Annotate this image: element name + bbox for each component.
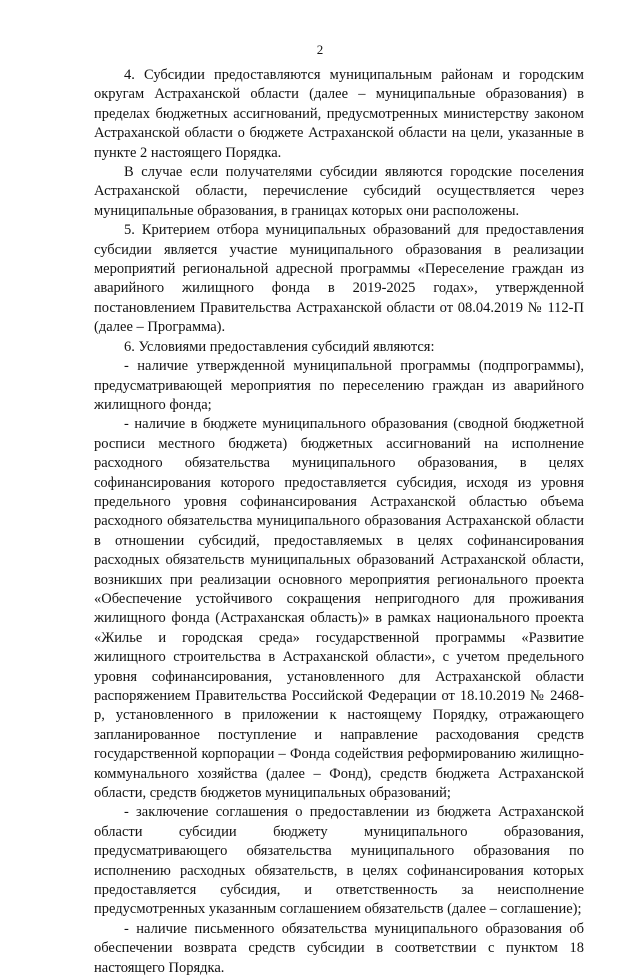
paragraph-item-4: 4. Субсидии предоставляются муниципальным районам и городским округам Астраханской области (далее – муниципальные образования) в пределах бюджетных ассигнований, предусмотренных министерству законом Астраханской области о бюджете Астраханской области на цели, указанные в пункте 2 настоящего Порядка. [94,67,584,161]
list-item-budget-allocations: - наличие в бюджете муниципального образования (сводной бюджетной росписи местного бюджета) бюджетных ассигнований на исполнение расходного обязательства муниципального образования, в целях софинансирования которого предоставляется субсидия, исходя из уровня предельного уровня софинансирования Астраханской областью объема расходного обязательства муниципального образования Астраханской области в отношении субсидий, предоставляемых в целях софинансирования расходных обязательств муниципальных образований Астраханской области, возникших при реализации основного мероприятия регионального проекта «Обеспечение устойчивого сокращения непригодного для проживания жилищного фонда (Астраханская область)» в рамках национального проекта «Жилье и городская среда» государственной программы «Развитие жилищного строительства в Астраханской области», с учетом предельного уровня софинансирования, установленного для Астраханской области распоряжением Правительства Российской Федерации от 18.10.2019 № 2468-р, установленного в приложении к настоящему Порядку, отражающего запланированное поступление и направление расходования средств государственной корпорации – Фонда содействия реформированию жилищно-коммунального хозяйства (далее – Фонд), средств бюджета Астраханской области, средств бюджетов муниципальных образований; [94,416,584,802]
page-number: 2 [316,42,324,57]
paragraph-item-5: 5. Критерием отбора муниципальных образований для предоставления субсидии является участие муниципального образования в реализации мероприятий региональной адресной программы «Переселение граждан из аварийного жилищного фонда в 2019-2025 годах», утвержденной постановлением Правительства Астраханской области от 08.04.2019 № 112-П (далее – Программа). [94,222,584,336]
list-item-municipal-program: - наличие утвержденной муниципальной программы (подпрограммы), предусматривающей мероприятия по переселению граждан из аварийного жилищного фонда; [94,358,584,413]
list-item-written-obligation: - наличие письменного обязательства муниципального образования об обеспечении возврата средств субсидии в соответствии с пунктом 18 настоящего Порядка. [94,920,584,976]
paragraph-urban-settlements: В случае если получателями субсидии являются городские поселения Астраханской области, перечисление субсидий осуществляется через муниципальные образования, в границах которых они расположены. [94,164,584,219]
document-body [94,66,584,978]
paragraph-item-6: 6. Условиями предоставления субсидий являются: [124,338,435,355]
list-item-agreement: - заключение соглашения о предоставлении из бюджета Астраханской области субсидии бюджету муниципального образования, предусматривающего обязательства муниципального образования по исполнению расходных обязательств, в целях софинансирования которых предоставляется субсидия, и ответственность за неисполнение предусмотренных указанным соглашением обязательств (далее – соглашение); [94,804,584,918]
